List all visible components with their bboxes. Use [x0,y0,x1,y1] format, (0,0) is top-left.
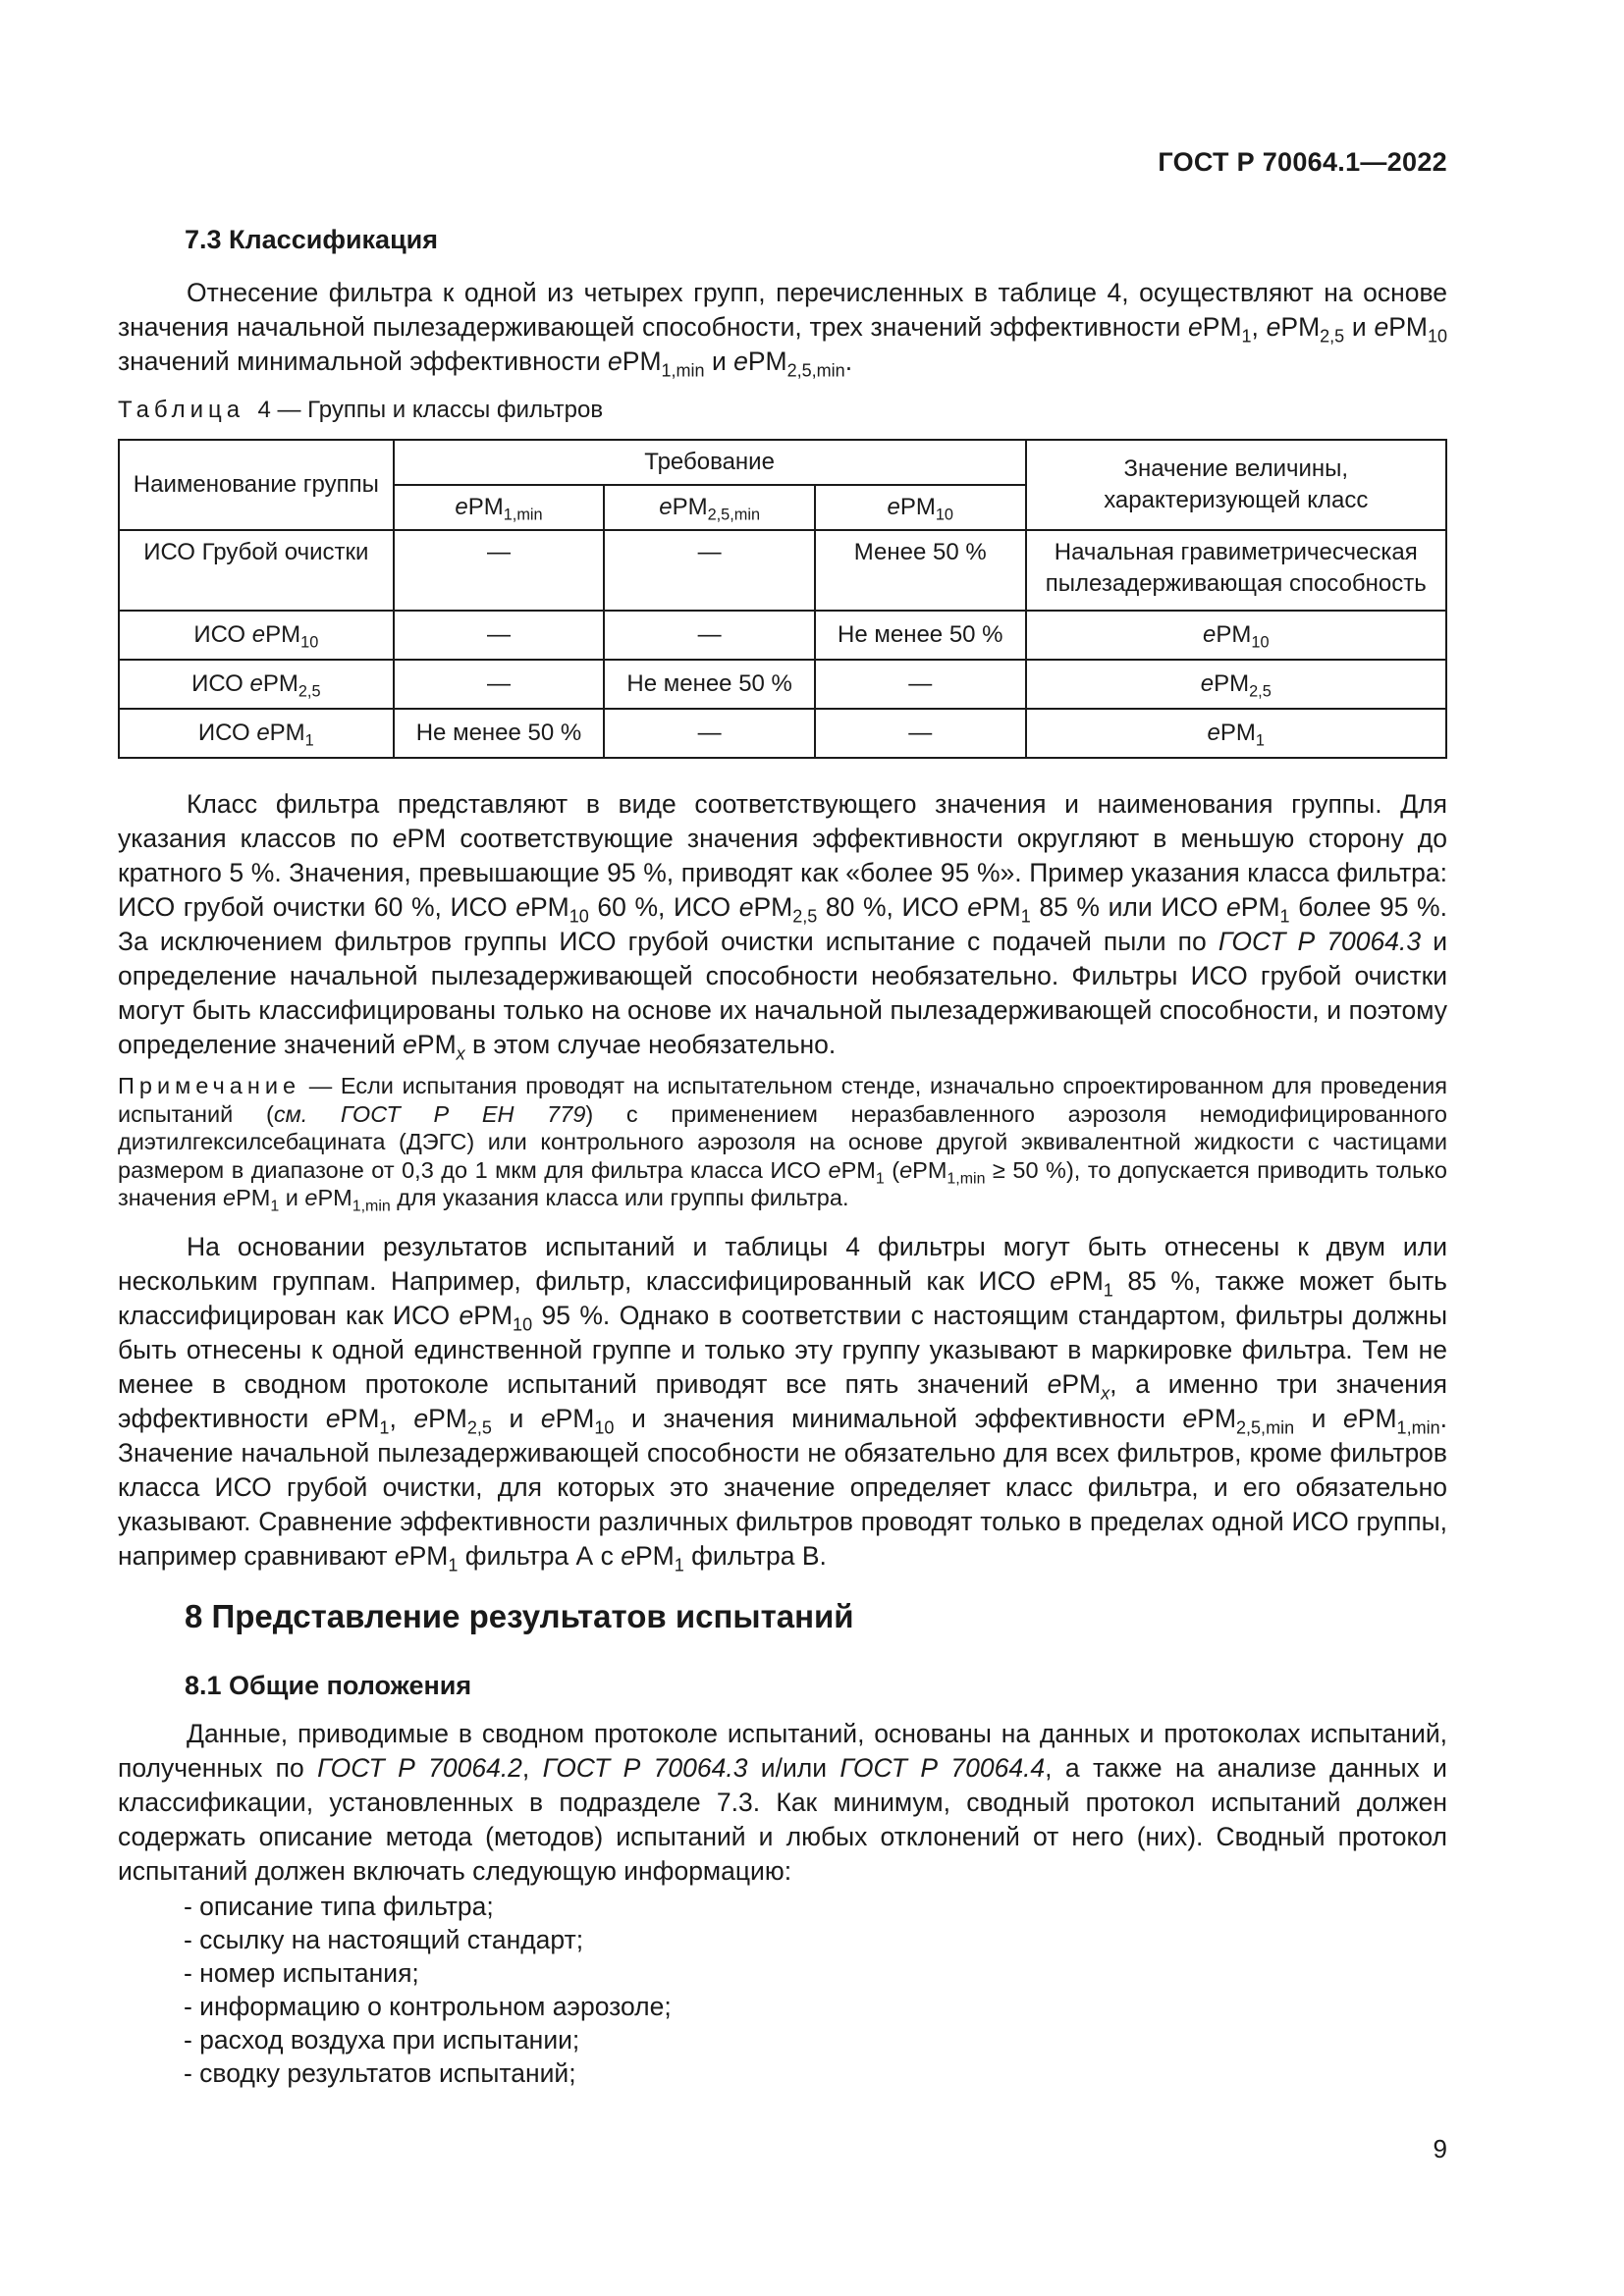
list-item: - описание типа фильтра; [184,1892,494,1921]
section-7-3-intro: Отнесение фильтра к одной из четырех групп, перечисленных в таблице 4, осуществляют на основе значения начальной пылезадерживающей способности, трех значений эффективности ePM$_1$, ePM$_{2,5}$ и ePM$_{10}$ значений минимальной эффективности ePM$_{1,min}$ и ePM$_{2,5,min}$. [118,278,1447,381]
filter-classes-table [118,439,1447,759]
cell-pm10: — [815,709,1026,758]
cell-pm25min: Не менее 50 % [604,660,815,709]
section-8-1-paragraph: Данные, приводимые в сводном протоколе испытаний, основаны на данных и протоколах испытаний, полученных по ГОСТ Р 70064.2, ГОСТ Р 70064.3 и/или ГОСТ Р 70064.4, а также на анализе данных и классификации, установленных в подразделе 7.3. Как минимум, сводный протокол испытаний должен содержать описание метода (методов) испытаний и любых отклонений от него (них). Сводный протокол испытаний должен включать следующую информацию: [118,1719,1447,1886]
class-paragraph: Класс фильтра представляют в виде соответствующего значения и наименования группы. Для указания классов по ePM соответствующие значения эффективности округляют в меньшую сторону до кратного 5 %. Значения, превышающие 95 %, приводят как «более 95 %». Пример указания класса фильтра: ИСО грубой очистки 60 %, ИСО ePM$_{10}$ 60 %, ИСО ePM$_{2,5}$ 80 %, ИСО ePM$_1$ 85 % или ИСО ePM$_1$ более 95 %. За исключением фильтров группы ИСО грубой очистки испытание с подачей пыли по ГОСТ Р 70064.3 и определение начальной пылезадерживающей способности необязательно. Фильтры ИСО грубой очистки могут быть классифицированы только на основе их начальной пылезадерживающей способности, и поэтому определение значений ePM$_x$ в этом случае необязательно. [118,789,1448,1064]
table-row [119,611,1446,660]
note-paragraph: Примечание — Если испытания проводят на испытательном стенде, изначально спроектированном для проведения испытаний (см. ГОСТ Р ЕН 779) с применением неразбавленного аэрозоля немодифицированного диэтилгексилсебацината (ДЭГС) или контрольного аэрозоля на основе другой эквивалентной жидкости с частицами размером в диапазоне от 0,3 до 1 мкм для фильтра класса ИСО ePM$_1$ (ePM$_{1,min}$ ≥ 50 %), то допускается приводить только значения ePM$_1$ и ePM$_{1,min}$ для указания класса или группы фильтра. [118,1073,1447,1215]
section-8-heading: 8 Представление результатов испытаний [185,1598,854,1634]
subheader-pm10: ePM$_{10}$ [815,485,1026,530]
section-7-3-heading: 7.3 Классификация [185,225,439,254]
groups-paragraph: На основании результатов испытаний и таблицы 4 фильтры могут быть отнесены к двум или нескольким группам. Например, фильтр, классифицированный как ИСО ePM$_1$ 85 %, также может быть классифицирован как ИСО ePM$_{10}$ 95 %. Однако в соответствии с настоящим стандартом, фильтры должны быть отнесены к одной единственной группе и только эту группу указывают в маркировке фильтра. Тем не менее в сводном протоколе испытаний приводят все пять значений ePM$_x$, а именно три значения эффективности ePM$_1$, ePM$_{2,5}$ и ePM$_{10}$ и значения минимальной эффективности ePM$_{2,5,min}$ и ePM$_{1,min}$. Значение начальной пылезадерживающей способности не обязательно для всех фильтров, кроме фильтров класса ИСО грубой очистки, для которых это значение определяет класс фильтра, и его обязательно указывают. Сравнение эффективности различных фильтров проводят только в пределах одной ИСО группы, например сравнивают ePM$_1$ фильтра А с ePM$_1$ фильтра В. [118,1232,1448,1575]
table-row [119,660,1446,709]
cell-pm1min: — [394,611,605,660]
cell-value: Начальная гравиметричесческая пылезадерживающая способность [1026,530,1446,611]
cell-pm25min: — [604,530,815,611]
list-item: - ссылку на настоящий стандарт; [184,1925,584,1954]
table-header-row [119,440,1446,485]
list-item: - сводку результатов испытаний; [184,2058,576,2088]
list-item: - информацию о контрольном аэрозоле; [184,1992,672,2021]
cell-pm10: — [815,660,1026,709]
section-8-1-heading: 8.1 Общие положения [185,1671,472,1700]
cell-group: ИСО ePM$_{10}$ [119,611,394,660]
cell-value: ePM$_{10}$ [1026,611,1446,660]
report-contents-list [184,1890,672,2090]
document-id: ГОСТ Р 70064.1—2022 [1158,147,1447,177]
table-caption: Таблица 4 — Группы и классы фильтров [118,397,604,423]
cell-pm10: Менее 50 % [815,530,1026,611]
cell-pm25min: — [604,611,815,660]
cell-pm1min: — [394,530,605,611]
cell-value: ePM$_1$ [1026,709,1446,758]
subheader-pm25min: ePM$_{2,5,min}$ [604,485,815,530]
cell-pm10: Не менее 50 % [815,611,1026,660]
cell-group: ИСО ePM$_1$ [119,709,394,758]
cell-pm1min: Не менее 50 % [394,709,605,758]
cell-group: ИСО ePM$_{2,5}$ [119,660,394,709]
table-row [119,530,1446,611]
subheader-pm1min: ePM$_{1,min}$ [394,485,605,530]
cell-group: ИСО Грубой очистки [119,530,394,611]
list-item: - номер испытания; [184,1958,419,1988]
header-requirement: Требование [394,440,1026,485]
cell-value: ePM$_{2,5}$ [1026,660,1446,709]
table-row [119,709,1446,758]
list-item: - расход воздуха при испытании; [184,2025,580,2055]
cell-pm25min: — [604,709,815,758]
header-value: Значение величины, характеризующей класс [1026,440,1446,530]
page-number: 9 [1433,2134,1447,2163]
cell-pm1min: — [394,660,605,709]
header-group-name: Наименование группы [119,440,394,530]
